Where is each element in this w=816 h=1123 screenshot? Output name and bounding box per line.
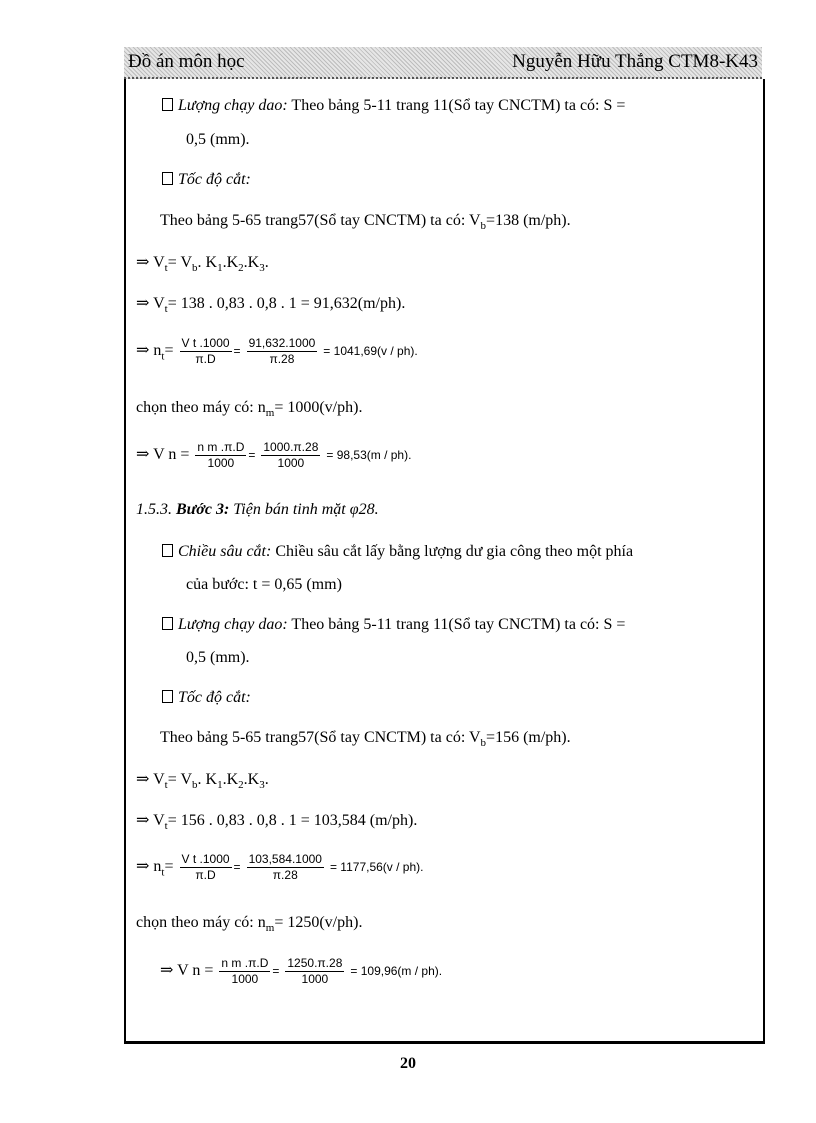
numerator: 91,632.1000	[248, 336, 316, 350]
bullet-box-icon	[162, 690, 173, 703]
denominator: π.D	[195, 352, 216, 366]
s: b	[480, 737, 487, 750]
header-title: Đồ án môn học	[128, 51, 245, 72]
result: = 1041,69(v / ph).	[323, 344, 418, 359]
t: ⇒ V	[136, 771, 165, 788]
s: t	[164, 779, 168, 792]
vt-value-1	[136, 294, 405, 319]
t: = 138 . 0,83 . 0,8 . 1 = 91,632(m/ph).	[167, 295, 406, 312]
result: = 1177,56(v / ph).	[329, 860, 424, 875]
s: t	[164, 262, 168, 275]
t: ⇒ V	[136, 295, 165, 312]
denominator: π.D	[195, 868, 216, 882]
t: .K	[243, 254, 260, 271]
speed-label: Tốc độ cắt:	[178, 689, 251, 706]
s: 3	[259, 262, 265, 275]
t: =156 (m/ph).	[486, 729, 571, 746]
nt-formula-2	[136, 852, 423, 883]
bullet-box-icon	[162, 544, 173, 557]
vt-formula-1	[136, 253, 269, 278]
t: .K	[243, 771, 260, 788]
bullet-box-icon	[162, 98, 173, 111]
numerator: n m .π.D	[221, 956, 269, 970]
feed-line-1	[162, 96, 625, 116]
s: b	[192, 262, 198, 275]
fraction	[195, 440, 246, 471]
speed-label: Tốc độ cắt:	[178, 171, 251, 188]
speed-table-line-2	[160, 728, 571, 753]
fraction	[247, 336, 318, 367]
s: t	[164, 303, 168, 316]
t: Theo bảng 5-65 trang57(Sổ tay CNCTM) ta có: V	[160, 729, 481, 746]
t: .	[264, 254, 269, 271]
text: Theo bảng 5-65 trang57(Sổ tay CNCTM) ta có: V	[160, 212, 481, 229]
denominator: π.28	[269, 352, 295, 366]
t: ⇒ V	[136, 812, 165, 829]
t: .	[264, 771, 269, 788]
s: m	[265, 922, 275, 935]
s: t	[164, 820, 168, 833]
t: =	[164, 342, 174, 360]
fraction	[219, 956, 270, 987]
s: t	[161, 866, 165, 879]
numerator: 1000.π.28	[263, 440, 319, 454]
sub: b	[480, 220, 487, 233]
result: = 98,53(m / ph).	[326, 448, 412, 463]
t: ⇒ V n =	[160, 962, 214, 980]
fraction	[180, 336, 232, 367]
s: 2	[238, 262, 244, 275]
t: = V	[167, 254, 193, 271]
t: = 156 . 0,83 . 0,8 . 1 = 103,584 (m/ph).	[167, 812, 418, 829]
fraction	[261, 440, 320, 471]
bullet-box-icon	[162, 617, 173, 630]
denominator: π.28	[272, 868, 298, 882]
t: = 1000(v/ph).	[274, 399, 363, 416]
s: b	[192, 779, 198, 792]
denominator: 1000	[301, 972, 329, 986]
vt-value-2	[136, 811, 417, 836]
feed-value-2: 0,5 (mm).	[186, 649, 250, 666]
text: =138 (m/ph).	[486, 212, 571, 229]
t: .K	[222, 254, 239, 271]
result: = 109,96(m / ph).	[350, 964, 443, 979]
depth-line	[162, 542, 633, 562]
s: 2	[238, 779, 244, 792]
feed-text: Theo bảng 5-11 trang 11(Sổ tay CNCTM) ta có: S =	[287, 97, 626, 114]
s: 3	[259, 779, 265, 792]
t: .K	[222, 771, 239, 788]
t: ⇒ V	[136, 254, 165, 271]
feed-value-1: 0,5 (mm).	[186, 131, 250, 148]
fraction	[180, 852, 232, 883]
t: . K	[197, 254, 218, 271]
chosen-speed-1	[136, 398, 362, 423]
page-header	[124, 47, 762, 79]
t: 1.5.3.	[136, 501, 176, 518]
feed-line-2	[162, 615, 625, 635]
t: . K	[197, 771, 218, 788]
numerator: 1250.π.28	[287, 956, 343, 970]
speed-heading-2	[162, 688, 251, 708]
page-number: 20	[400, 1055, 416, 1072]
t: ⇒ n	[136, 858, 162, 876]
t: chọn theo máy có: n	[136, 914, 266, 931]
numerator: n m .π.D	[197, 440, 245, 454]
bullet-box-icon	[162, 172, 173, 185]
depth-value: của bước: t = 0,65 (mm)	[186, 576, 342, 593]
vn-formula-2	[160, 956, 442, 987]
s: 1	[217, 262, 223, 275]
fraction	[285, 956, 344, 987]
vt-formula-2	[136, 770, 269, 795]
t: ⇒ n	[136, 342, 162, 360]
t: =	[164, 858, 174, 876]
section-heading	[136, 500, 379, 520]
t: = V	[167, 771, 193, 788]
s: m	[265, 407, 275, 420]
t: = 1250(v/ph).	[274, 914, 363, 931]
fraction	[247, 852, 324, 883]
t: Chiều sâu cắt lấy bằng lượng dư gia công theo một phía	[271, 543, 634, 560]
equals: =	[272, 964, 280, 979]
denominator: 1000	[207, 456, 235, 470]
numerator: V t .1000	[181, 852, 230, 866]
speed-table-line-1	[160, 211, 571, 236]
nt-formula-1	[136, 336, 418, 367]
header-author: Nguyễn Hữu Thắng CTM8-K43	[512, 51, 758, 72]
numerator: 103,584.1000	[248, 852, 322, 866]
s: 1	[217, 779, 223, 792]
feed-label: Lượng chạy dao:	[178, 616, 288, 633]
t: Tiện bán tinh mặt φ28.	[229, 501, 379, 518]
vn-formula-1	[136, 440, 411, 471]
t: Theo bảng 5-11 trang 11(Sổ tay CNCTM) ta có: S =	[287, 616, 626, 633]
equals: =	[233, 344, 241, 359]
t: chọn theo máy có: n	[136, 399, 266, 416]
t: ⇒ V n =	[136, 446, 190, 464]
denominator: 1000	[277, 456, 305, 470]
feed-label: Lượng chạy dao:	[178, 97, 288, 114]
equals: =	[233, 860, 241, 875]
depth-label: Chiều sâu cắt:	[178, 543, 272, 560]
numerator: V t .1000	[181, 336, 230, 350]
step-label: Bước 3:	[176, 501, 230, 518]
chosen-speed-2	[136, 913, 362, 938]
denominator: 1000	[231, 972, 259, 986]
s: t	[161, 350, 165, 363]
speed-heading-1	[162, 170, 251, 190]
equals: =	[248, 448, 256, 463]
